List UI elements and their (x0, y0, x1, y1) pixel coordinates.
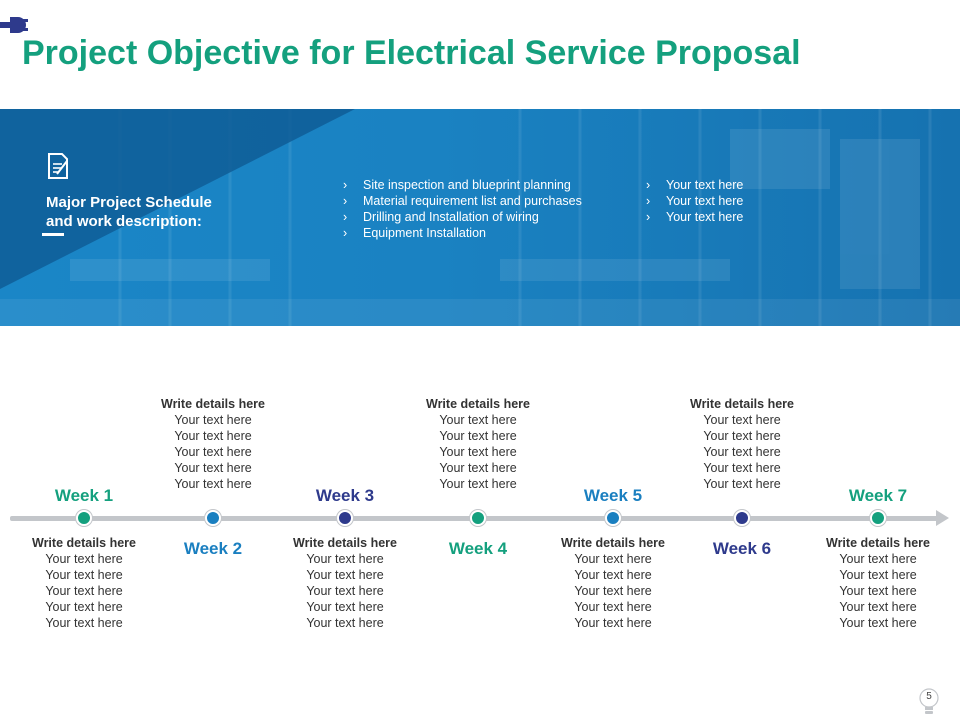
details-line: Your text here (45, 584, 123, 598)
week-label: Week 5 (583, 486, 643, 505)
details-line: Your text here (839, 552, 917, 566)
plug-icon (0, 14, 30, 36)
details-line: Your text here (439, 445, 517, 459)
document-pen-icon (46, 152, 70, 180)
arrow-right-icon (936, 510, 949, 526)
timeline-dot (337, 510, 353, 526)
placeholder-list-item: › Your text here (646, 210, 744, 224)
details-line: Your text here (839, 616, 917, 630)
details-line: Your text here (174, 445, 252, 459)
chevron-right-icon: › (343, 226, 348, 240)
details-block (133, 396, 293, 492)
details-line: Your text here (174, 477, 252, 491)
timeline-dot (76, 510, 92, 526)
details-block (4, 535, 164, 631)
week-label: Week 6 (712, 539, 772, 558)
placeholder-list (646, 177, 743, 225)
page-number: 5 (926, 691, 932, 702)
details-line: Your text here (703, 413, 781, 427)
details-line: Your text here (439, 477, 517, 491)
details-block (398, 396, 558, 492)
details-heading: Write details here (426, 397, 530, 411)
details-line: Your text here (574, 552, 652, 566)
details-line: Your text here (703, 445, 781, 459)
details-block (798, 535, 958, 631)
timeline-dot (605, 510, 621, 526)
details-line: Your text here (174, 461, 252, 475)
details-heading: Write details here (826, 536, 930, 550)
chevron-right-icon: › (343, 210, 348, 224)
chevron-right-icon: › (343, 178, 348, 192)
details-heading: Write details here (690, 397, 794, 411)
details-line: Your text here (703, 461, 781, 475)
details-line: Your text here (574, 568, 652, 582)
week-label: Week 3 (315, 486, 375, 505)
details-line: Your text here (439, 429, 517, 443)
schedule-list-item: › Equipment Installation (343, 226, 486, 240)
schedule-list-item: › Drilling and Installation of wiring (343, 210, 539, 224)
week-label: Week 7 (848, 486, 908, 505)
details-line: Your text here (306, 600, 384, 614)
details-line: Your text here (439, 413, 517, 427)
chevron-right-icon: › (343, 194, 348, 208)
details-line: Your text here (839, 600, 917, 614)
schedule-label (46, 193, 246, 231)
details-line: Your text here (703, 429, 781, 443)
placeholder-list-item: › Your text here (646, 194, 744, 208)
details-heading: Write details here (293, 536, 397, 550)
details-block (662, 396, 822, 492)
details-line: Your text here (574, 616, 652, 630)
timeline-dot (470, 510, 486, 526)
chevron-right-icon: › (646, 194, 651, 208)
timeline-dot (870, 510, 886, 526)
placeholder-list-item: › Your text here (646, 178, 744, 192)
details-heading: Write details here (561, 536, 665, 550)
details-line: Your text here (45, 600, 123, 614)
schedule-list (343, 177, 582, 241)
details-heading: Write details here (32, 536, 136, 550)
details-line: Your text here (306, 552, 384, 566)
details-line: Your text here (45, 552, 123, 566)
details-block (265, 535, 425, 631)
details-line: Your text here (306, 616, 384, 630)
week-label: Week 1 (54, 486, 114, 505)
details-line: Your text here (45, 568, 123, 582)
week-label: Week 4 (448, 539, 508, 558)
schedule-label-line1: Major Project Schedule (46, 194, 212, 211)
timeline-dot (205, 510, 221, 526)
timeline-dot (734, 510, 750, 526)
details-line: Your text here (703, 477, 781, 491)
details-line: Your text here (306, 584, 384, 598)
details-block (533, 535, 693, 631)
details-line: Your text here (45, 616, 123, 630)
details-line: Your text here (306, 568, 384, 582)
details-line: Your text here (574, 584, 652, 598)
label-underline (42, 233, 64, 236)
schedule-list-item: › Material requirement list and purchases (343, 194, 582, 208)
details-line: Your text here (439, 461, 517, 475)
chevron-right-icon: › (646, 210, 651, 224)
details-line: Your text here (574, 600, 652, 614)
details-heading: Write details here (161, 397, 265, 411)
page-title: Project Objective for Electrical Service Proposal (22, 34, 801, 72)
details-line: Your text here (839, 568, 917, 582)
details-line: Your text here (174, 413, 252, 427)
details-line: Your text here (839, 584, 917, 598)
schedule-list-item: › Site inspection and blueprint planning (343, 178, 571, 192)
details-line: Your text here (174, 429, 252, 443)
chevron-right-icon: › (646, 178, 651, 192)
week-label: Week 2 (183, 539, 243, 558)
schedule-label-line2: and work description: (46, 213, 202, 230)
